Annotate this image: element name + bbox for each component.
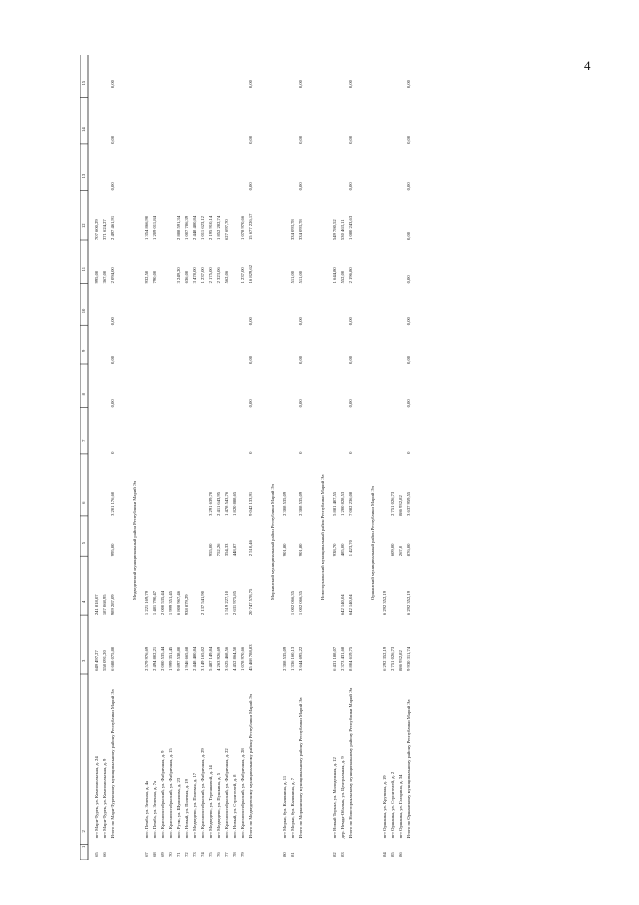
value-cell: 1 237,00 [200, 267, 205, 284]
column-header: 9 [81, 349, 86, 352]
column-header: 2 [81, 830, 86, 833]
value-cell: 2 448 480,84 [192, 215, 197, 240]
value-cell: 2 000 535,44 [160, 590, 165, 616]
value-cell: 642 140,04 [348, 594, 353, 616]
value-cell: 558 091,20 [102, 650, 107, 671]
value-cell: 995,00 [110, 543, 115, 557]
value-cell: 0 [110, 451, 115, 454]
address-cell: пгт Новый Торъял, ул. Молодежная, д. 12 [332, 757, 337, 839]
value-cell: 2 196,80 [348, 267, 353, 284]
value-cell: 2 751 026,73 [390, 646, 395, 671]
address-cell: пос. Новый, ул. Полевая, д. 19 [184, 779, 189, 839]
row-number-cell: 85 [390, 852, 395, 857]
value-cell: 707 600,29 [94, 219, 99, 240]
value-cell: 1 221 169,79 [144, 590, 149, 616]
section-title: Моркинский муниципальный район Республики Марий Эл [270, 484, 275, 600]
value-cell: 2 308 535,09 [298, 491, 303, 516]
value-cell: 1 002 066,35 [298, 590, 303, 616]
address-cell: пгт Морки, бул. Калинина, д. 11 [282, 775, 287, 839]
value-cell: 3 291 639,70 [208, 491, 213, 516]
row-number-cell: 81 [290, 852, 295, 857]
value-cell: 938,70 [332, 543, 337, 557]
value-cell: 334 093,78 [290, 219, 295, 240]
value-cell: 1 644,80 [332, 267, 337, 284]
value-cell: 9 930 311,74 [406, 646, 411, 671]
value-cell: 0,00 [406, 231, 411, 240]
value-cell: 0,00 [406, 182, 411, 191]
value-cell: 0,00 [406, 317, 411, 326]
value-cell: 6 292 352,19 [382, 590, 387, 616]
value-cell: 0 [298, 451, 303, 454]
value-cell: 2 494 802,21 [152, 646, 157, 671]
value-cell: 0,00 [298, 80, 303, 89]
row-number-cell: 84 [382, 852, 387, 857]
address-cell: пос. Краснооктябрьский, ул. Фабричная, д. 9 [160, 750, 165, 839]
value-cell: 15 677 226,17 [248, 213, 253, 240]
address-cell: Итого по Новоторъяльскому муниципальному району Республики Марий Эл [348, 687, 353, 839]
value-cell: 886 932,82 [398, 495, 403, 516]
value-cell: 485,00 [340, 543, 345, 557]
column-header: 4 [81, 600, 86, 604]
address-cell: пгт Медведево, ул. Терешковой, д. 14 [208, 765, 213, 839]
column-header: 1 [81, 845, 86, 848]
address-cell: пос. Руэм, ул. Шумилова, д. 23 [176, 777, 181, 839]
value-cell: 1 209 011,84 [152, 216, 157, 240]
value-cell: 1 481 790,47 [152, 590, 157, 616]
value-cell: 4 263 926,69 [216, 646, 221, 671]
value-cell: 2 195 910,14 [208, 215, 213, 240]
value-cell: 448,87 [232, 543, 237, 557]
column-header: 5 [81, 541, 86, 545]
value-cell: 1 999 351,45 [168, 590, 173, 616]
column-header: 14 [81, 127, 86, 132]
value-cell: 0,00 [406, 135, 411, 144]
value-cell: 530 463,11 [340, 219, 345, 240]
address-cell: пгт Мари-Турек, ул. Комсомольская, д. 9 [102, 758, 107, 839]
address-cell: пгт Мари-Турек, ул. Комсомольская, д. 24 [94, 756, 99, 839]
value-cell: 0,00 [406, 275, 411, 284]
value-cell: 367,00 [102, 270, 107, 284]
value-cell: 1 200 828,53 [340, 491, 345, 516]
value-cell: 0 [406, 451, 411, 454]
value-cell: 0,00 [298, 182, 303, 191]
value-cell: 2 175,00 [208, 267, 213, 284]
value-cell: 0,00 [248, 135, 253, 144]
value-cell: 649 497,27 [94, 650, 99, 671]
address-cell: пос. Пемба, ул. Зеленая, д. 7а [152, 780, 157, 839]
value-cell: 0 [248, 451, 253, 454]
value-cell: 2 000 535,44 [160, 646, 165, 671]
page-number: 4 [584, 58, 591, 73]
row-number-cell: 74 [200, 852, 205, 857]
value-cell: 932,50 [144, 270, 149, 284]
value-cell: 2 137 541,90 [200, 590, 205, 616]
column-header: 15 [81, 80, 86, 86]
value-cell: 1 354 866,90 [144, 215, 149, 240]
row-number-cell: 69 [160, 852, 165, 857]
column-header: 11 [81, 266, 86, 272]
value-cell: 1 999 351,45 [168, 646, 173, 671]
value-cell: 354,33 [224, 543, 229, 557]
value-cell: 3 637 959,55 [406, 491, 411, 516]
section-title: Медведевский муниципальный район Республики Марий Эл [132, 480, 137, 600]
value-cell: 9 897 538,80 [176, 646, 181, 671]
value-cell: 0,00 [248, 399, 253, 408]
column-header: 7 [81, 439, 86, 442]
value-cell: 4 452 864,50 [232, 646, 237, 671]
value-cell: 0,00 [348, 317, 353, 326]
value-cell: 1 011 623,12 [200, 216, 205, 240]
value-cell: 5 881 407,55 [332, 491, 337, 516]
value-cell: 0,00 [298, 317, 303, 326]
column-header: 3 [81, 659, 86, 662]
value-cell: 0,00 [298, 399, 303, 408]
value-cell: 1 237,00 [240, 267, 245, 284]
value-cell: 0,00 [348, 399, 353, 408]
value-cell: 371 624,27 [102, 219, 107, 240]
column-header: 13 [81, 173, 86, 179]
address-cell: Итого по Оршанскому муниципальному району Республики Марий Эл [406, 699, 411, 839]
address-cell: пос. Краснооктябрьский, ул. Фабричная, д. 29 [200, 748, 205, 839]
column-header: 10 [81, 308, 86, 314]
value-cell: 2 631 975,85 [232, 590, 237, 616]
value-cell: 2 448 480,84 [192, 646, 197, 671]
value-cell: 267,0 [398, 545, 403, 557]
value-cell: 938 879,29 [184, 594, 189, 616]
column-header: 6 [81, 501, 86, 504]
value-cell: 3 149 165,02 [200, 646, 205, 671]
value-cell: 627 697,70 [224, 219, 229, 240]
value-cell: 1 078 970,66 [240, 215, 245, 240]
value-cell: 511,00 [290, 270, 295, 284]
address-cell: пос. Краснооктябрьский, ул. Фабричная, д. 22 [224, 748, 229, 839]
row-number-cell: 79 [240, 852, 245, 857]
address-cell: пгт Оршанка, ул. Строителей, д. 2 [390, 771, 395, 839]
section-title: Оршанский муниципальный район Республики Марий Эл [370, 486, 375, 600]
value-cell: 2 510,46 [248, 540, 253, 557]
value-cell: 0,00 [406, 80, 411, 89]
value-cell: 876,00 [406, 543, 411, 557]
column-header: 12 [81, 223, 86, 228]
value-cell: 6 292 352,19 [382, 646, 387, 671]
value-cell: 0,00 [110, 355, 115, 364]
row-number-cell: 68 [152, 852, 157, 857]
address-cell: пос. Новый, ул. Строителей, д. 8 [232, 774, 237, 839]
value-cell: 0,00 [348, 182, 353, 191]
row-number-cell: 78 [232, 852, 237, 857]
address-cell: пос. Краснооктябрьский, ул. Фабричная, д. 15 [168, 748, 173, 839]
value-cell: 0,00 [298, 355, 303, 364]
address-cell: пос. Пемба, ул. Зеленая, д. 4а [144, 780, 149, 839]
row-number-cell: 80 [282, 852, 287, 857]
row-number-cell: 73 [192, 852, 197, 857]
row-number-cell: 82 [332, 852, 337, 857]
value-cell: 609,00 [390, 543, 395, 557]
value-cell: 2 308 535,09 [282, 646, 287, 671]
value-cell: 1 002 066,35 [290, 590, 295, 616]
row-number-cell: 77 [224, 852, 229, 857]
value-cell: 3 644 695,22 [298, 646, 303, 671]
value-cell: 752,26 [216, 543, 221, 557]
value-cell: 2 308 535,09 [282, 491, 287, 516]
row-number-cell: 70 [168, 852, 173, 857]
row-number-cell: 83 [340, 852, 345, 857]
value-cell: 886 932,82 [398, 650, 403, 671]
value-cell: 6 292 352,19 [406, 590, 411, 616]
value-cell: 511,00 [298, 270, 303, 284]
address-cell: пгт Медведево, ул. Полевая, д. 17 [192, 772, 197, 839]
value-cell: 0,00 [348, 135, 353, 144]
value-cell: 636,00 [184, 270, 189, 284]
value-cell: 187 068,95 [102, 594, 107, 616]
value-cell: 6 431 188,07 [332, 646, 337, 671]
value-cell: 3 478,00 [192, 267, 197, 284]
value-cell: 0,00 [298, 135, 303, 144]
value-cell: 2 411 643,95 [216, 491, 221, 516]
address-cell: пгт Медведево, ул. Пушкина, д. 5 [216, 772, 221, 839]
value-cell: 5 487 149,84 [208, 646, 213, 671]
address-cell: Итого по Моркинскому муниципальному району Республики Марий Эл [298, 697, 303, 839]
value-cell: 0,00 [110, 182, 115, 191]
value-cell: 1 519 227,10 [224, 590, 229, 616]
value-cell: 0,00 [406, 399, 411, 408]
value-cell: 1 007 786,39 [184, 215, 189, 240]
row-number-cell: 67 [144, 852, 149, 857]
value-cell: 0,00 [110, 80, 115, 89]
value-cell: 9 042 133,91 [248, 491, 253, 516]
value-cell: 901,80 [282, 543, 287, 557]
address-cell: Итого по Медведевскому муниципальному району Республики Марий Эл [248, 694, 253, 839]
value-cell: 0,00 [248, 80, 253, 89]
value-cell: 1 478 543,76 [224, 491, 229, 516]
value-cell: 3 201 176,60 [110, 491, 115, 516]
value-cell: 45 468 788,83 [248, 644, 253, 671]
value-cell: 0,00 [110, 317, 115, 326]
row-number-cell: 86 [398, 852, 403, 857]
value-cell: 901,80 [298, 543, 303, 557]
value-cell: 6 808 967,46 [176, 590, 181, 616]
value-cell: 3 249,20 [176, 267, 181, 284]
value-cell: 0,00 [348, 80, 353, 89]
value-cell: 2 497 461,91 [110, 215, 115, 240]
value-cell: 2 373 431,68 [340, 646, 345, 671]
value-cell: 3 625 468,56 [224, 646, 229, 671]
value-cell: 0,00 [110, 399, 115, 408]
value-cell: 0,00 [406, 355, 411, 364]
value-cell: 7 082 236,08 [348, 491, 353, 516]
value-cell: 2 888 591,34 [176, 215, 181, 240]
value-cell: 20 747 578,75 [248, 588, 253, 616]
row-number-cell: 75 [208, 852, 213, 857]
value-cell: 6 688 075,80 [110, 646, 115, 671]
row-number-cell: 65 [94, 852, 99, 857]
value-cell: 0,00 [248, 355, 253, 364]
value-cell: 0,00 [248, 182, 253, 191]
value-cell: 2 579 976,69 [144, 646, 149, 671]
address-cell: пгт Морки, бул. Калинина, д. 7 [290, 777, 295, 839]
value-cell: 16 829,62 [248, 265, 253, 284]
value-cell: 0,00 [248, 317, 253, 326]
address-cell: пгт Оршанка, ул. Крупина, д. 19 [382, 775, 387, 839]
value-cell: 0,00 [348, 355, 353, 364]
value-cell: 1 423,70 [348, 540, 353, 557]
value-cell: 1 080 243,63 [348, 215, 353, 240]
address-cell: пос. Краснооктябрьский, ул. Фабричная, д. 28 [240, 748, 245, 839]
value-cell: 0 [348, 451, 353, 454]
row-number-cell: 71 [176, 852, 181, 857]
row-number-cell: 76 [216, 852, 221, 857]
value-cell: 549 780,52 [332, 219, 337, 240]
value-cell: 0,00 [110, 135, 115, 144]
value-cell: 2 323,06 [216, 267, 221, 284]
value-cell: 2 094,00 [110, 267, 115, 284]
value-cell: 989 287,09 [110, 594, 115, 616]
value-cell: 2 751 026,73 [390, 491, 395, 516]
value-cell: 552,00 [340, 270, 345, 284]
value-cell: 1 078 970,66 [240, 646, 245, 671]
value-cell: 1 852 282,74 [216, 215, 221, 240]
address-cell: Итого по Мари-Турекскому муниципальному району Республики Марий Эл [110, 689, 115, 839]
section-title: Новоторъяльский муниципальный район Республики Марий Эл [320, 474, 325, 600]
row-number-cell: 66 [102, 852, 107, 857]
value-cell: 1 336 160,13 [290, 646, 295, 671]
value-cell: 790,00 [152, 270, 157, 284]
value-cell: 241 818,07 [94, 594, 99, 616]
column-header: 8 [81, 393, 86, 396]
value-cell: 642 140,04 [340, 594, 345, 616]
row-number-cell: 72 [184, 852, 189, 857]
value-cell: 955,00 [208, 543, 213, 557]
value-cell: 1 820 888,65 [232, 491, 237, 516]
value-cell: 8 804 619,75 [348, 646, 353, 671]
address-cell: пгт Оршанка, ул. Гагарина, д. 34 [398, 774, 403, 839]
value-cell: 995,00 [94, 270, 99, 284]
value-cell: 1 946 665,68 [184, 646, 189, 671]
rotated-table [80, 55, 622, 860]
value-cell: 562,06 [224, 270, 229, 284]
address-cell: дер. Немда-Обалык, ул. Центральная, д. 9 [340, 756, 345, 839]
value-cell: 334 093,78 [298, 219, 303, 240]
